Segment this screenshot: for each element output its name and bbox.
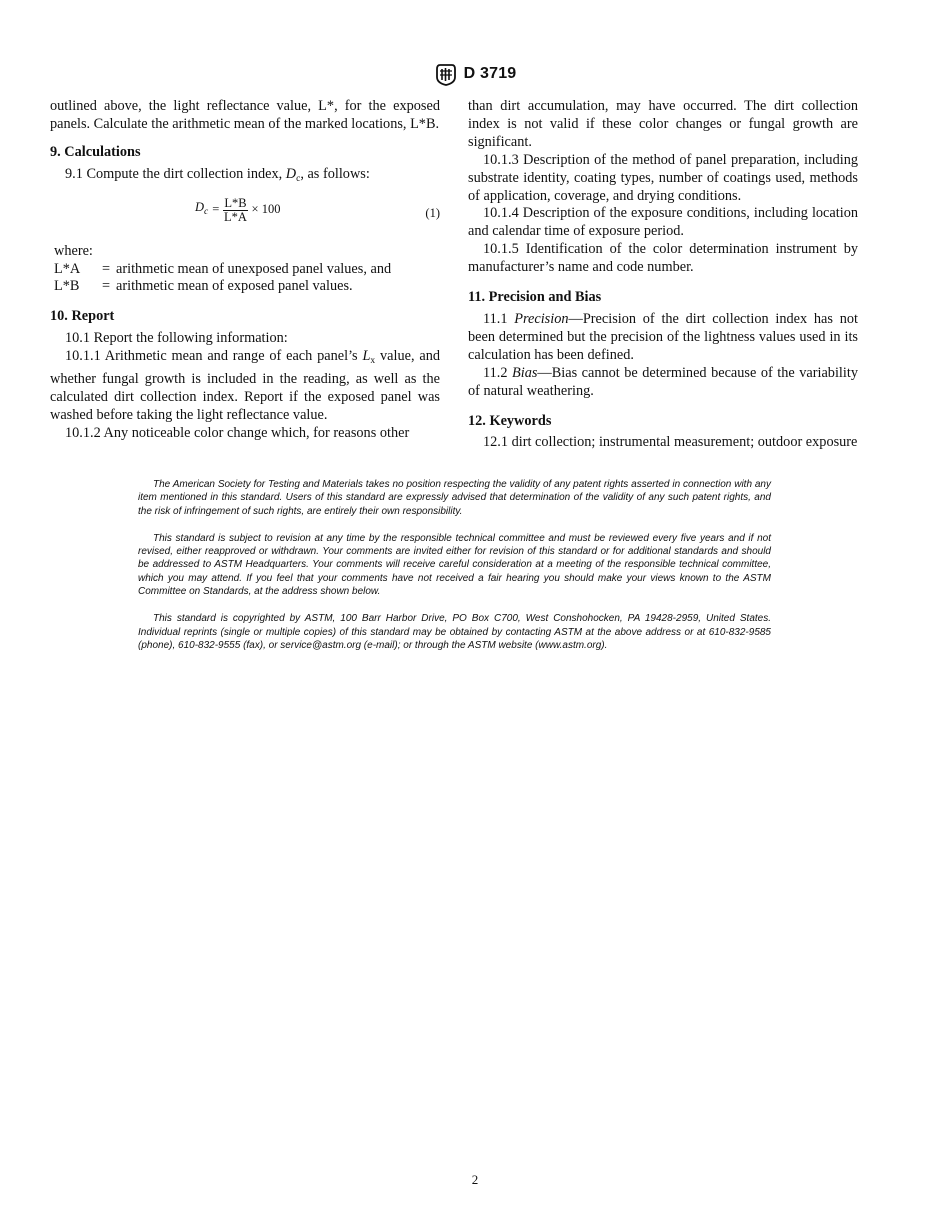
- section-9-heading: 9. Calculations: [50, 143, 141, 160]
- paragraph-10-1-3: 10.1.3 Description of the method of panel preparation, including substrate identity, coating types, number of coatings used, methods of application, coverage, and drying conditions.: [468, 151, 858, 204]
- page-number: 2: [471, 1172, 479, 1187]
- where-label: where:: [54, 242, 93, 259]
- astm-logo-icon: [434, 62, 458, 86]
- paragraph-11-2: 11.2 Bias—Bias cannot be determined because of the variability of natural weathering.: [468, 364, 858, 399]
- legal-notices: [138, 478, 771, 666]
- copyright-notice: This standard is copyrighted by ASTM, 100 Barr Harbor Drive, PO Box C700, West Conshohocken, PA 19428-2959, United States. Individual reprints (single or multiple copies) of this standard may be obtained by contacting ASTM at the above address or at 610-832-9585 (phone), 610-832-9555 (fax), or service@astm.org (e-mail); or through the ASTM website (www.astm.org).: [138, 613, 771, 651]
- section-11-heading: 11. Precision and Bias: [468, 289, 602, 306]
- document-designation: D 3719: [463, 65, 517, 82]
- paragraph-10-1-2-continued: than dirt accumulation, may have occurred. The dirt collection index is not valid if these color changes or fungal growth are significant.: [468, 98, 858, 150]
- paragraph-11-1: 11.1 Precision—Precision of the dirt collection index has not been determined but the precision of the lightness values used in its calculation has been defined.: [468, 310, 858, 363]
- paragraph-9-1: 9.1 Compute the dirt collection index, $D_c$, as follows:: [65, 165, 370, 184]
- patent-notice: The American Society for Testing and Materials takes no position respecting the validity of any patent rights asserted in connection with any item mentioned in this standard. Users of this standard are expressly advised that determination of the validity of any such patent rights, and the risk of infringement of such rights, are entirely their own responsibility.: [138, 479, 771, 517]
- paragraph-10-1-1: 10.1.1 Arithmetic mean and range of each panel’s $L_x$ value, and whether fungal growth is included in the reading, as well as the calculated dirt collection index. Report if the exposed panel was washed before taking the light reflectance value.: [50, 348, 440, 423]
- variable-definitions: [54, 261, 391, 297]
- intro-paragraph: outlined above, the light reflectance value, L*, for the exposed panels. Calculate the arithmetic mean of the marked locations, L*B.: [50, 98, 440, 132]
- definition-row: L*B = arithmetic mean of exposed panel values.: [54, 278, 353, 295]
- revision-notice: This standard is subject to revision at any time by the responsible technical committee and must be reviewed every five years and if not revised, either reapproved or withdrawn. Your comments are invited either for revision of this standard or for additional standards and should be addressed to ASTM Headquarters. Your comments will receive careful consideration at a meeting of the responsible technical committee, which you may attend. If you feel that your comments have not received a fair hearing you should make your views known to the ASTM Committee on Standards, at the address shown below.: [138, 532, 771, 598]
- equation-fraction: $\frac{L*B}{L*A}$: [223, 195, 247, 224]
- paragraph-10-1-2: 10.1.2 Any noticeable color change which, for reasons other: [65, 424, 410, 441]
- left-column: [50, 98, 440, 443]
- equation-1: $D_c$ = $\frac{L*B}{L*A}$ × 100 (1): [195, 195, 440, 224]
- paragraph-12-1: 12.1 dirt collection; instrumental measurement; outdoor exposure: [483, 434, 858, 451]
- equation-number: (1): [425, 205, 440, 220]
- section-12-heading: 12. Keywords: [468, 412, 552, 429]
- page-header: [0, 62, 950, 86]
- definition-row: L*A = arithmetic mean of unexposed panel values, and: [54, 260, 392, 277]
- paragraph-10-1-4: 10.1.4 Description of the exposure conditions, including location and calendar time of exposure period.: [468, 205, 858, 240]
- paragraph-10-1: 10.1 Report the following information:: [65, 330, 288, 347]
- right-column: [468, 98, 858, 452]
- paragraph-10-1-5: 10.1.5 Identification of the color determination instrument by manufacturer’s name and code number.: [468, 241, 858, 276]
- section-10-heading: 10. Report: [50, 308, 115, 325]
